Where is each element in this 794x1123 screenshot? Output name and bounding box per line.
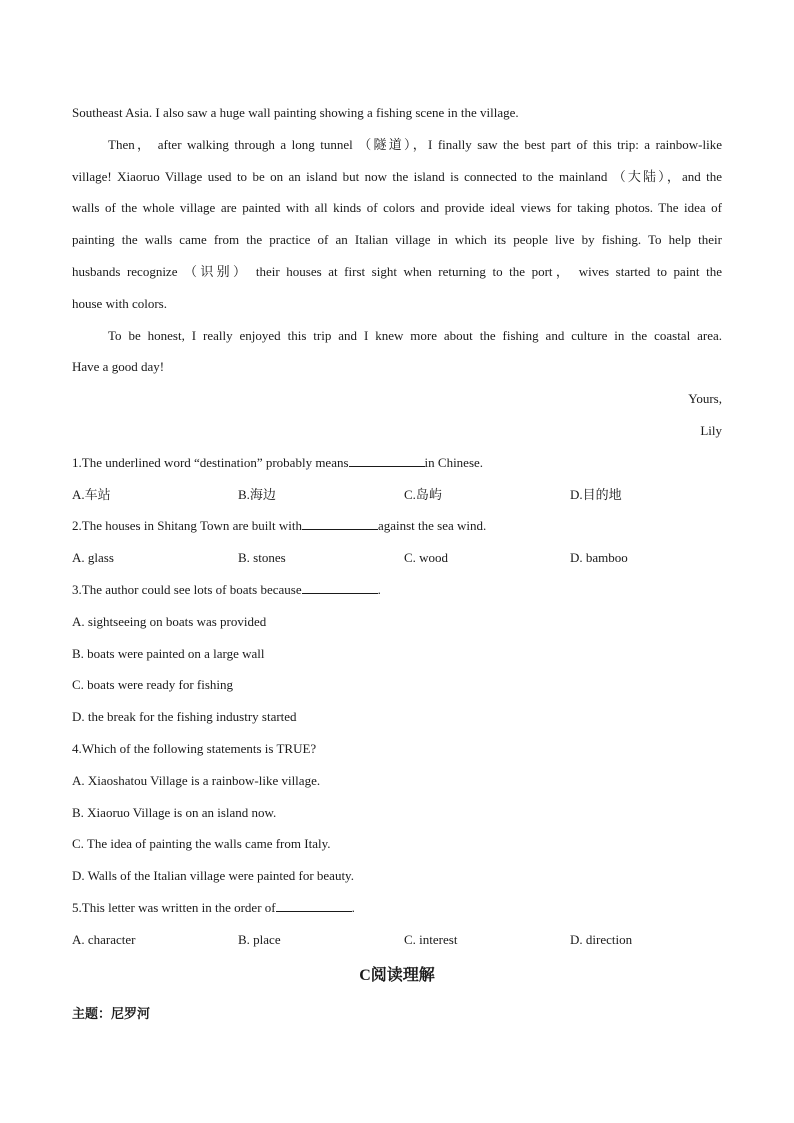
passage-line: painting the walls came from the practice of an Italian village in which its people live by fishing. To help their [72, 232, 722, 247]
answer-blank[interactable] [302, 518, 378, 530]
option-row [72, 550, 722, 566]
question-text: 3.The author could see lots of boats because [72, 582, 302, 597]
answer-blank[interactable] [276, 900, 352, 912]
option-b[interactable]: B. Xiaoruo Village is on an island now. [72, 805, 277, 820]
option-d[interactable]: D. direction [570, 932, 633, 947]
question-text: against the sea wind. [377, 518, 487, 533]
option-b[interactable]: B. place [238, 932, 281, 947]
passage-line: village! Xiaoruo Village used to be on an island but now the island is connected to the mainland （大陆），and the [72, 169, 722, 184]
question-stem [72, 518, 722, 534]
question-text: 5.This letter was written in the order of [72, 900, 276, 915]
option-d[interactable]: D. bamboo [570, 550, 628, 565]
section-heading: C阅读理解 [359, 967, 435, 984]
question-text: 1.The underlined word “destination” probably means [72, 455, 349, 470]
passage-line: house with colors. [72, 296, 167, 311]
option-a[interactable]: A. Xiaoshatou Village is a rainbow-like village. [72, 773, 321, 788]
answer-blank[interactable] [302, 582, 378, 594]
option-b[interactable]: B. boats were painted on a large wall [72, 646, 265, 661]
passage-line: husbands recognize （识别） their houses at first sight when returning to the port， wives started to paint the [72, 264, 722, 279]
question-text: 2.The houses in Shitang Town are built with [72, 518, 302, 533]
option-a[interactable]: A.车站 [72, 487, 111, 502]
question-stem: 4.Which of the following statements is TRUE? [72, 741, 317, 756]
option-c[interactable]: C. boats were ready for fishing [72, 677, 234, 692]
passage-line: walls of the whole village are painted with all kinds of colors and provide ideal views for taking photos. The idea of [72, 200, 722, 215]
option-a[interactable]: A. character [72, 932, 136, 947]
passage-line: Have a good day! [72, 359, 165, 374]
section-topic: 主题：尼罗河 [72, 1006, 151, 1021]
question-stem [72, 900, 722, 916]
option-row [72, 932, 722, 948]
passage-line: Southeast Asia. I also saw a huge wall painting showing a fishing scene in the village. [72, 105, 519, 120]
option-d[interactable]: D. the break for the fishing industry started [72, 709, 297, 724]
option-c[interactable]: C. The idea of painting the walls came from Italy. [72, 836, 331, 851]
option-a[interactable]: A. glass [72, 550, 114, 565]
question-text: . [351, 900, 355, 915]
option-d[interactable]: D.目的地 [570, 487, 622, 502]
answer-blank[interactable] [349, 455, 425, 467]
option-row [72, 487, 722, 503]
option-c[interactable]: C. wood [404, 550, 449, 565]
option-b[interactable]: B. stones [238, 550, 286, 565]
question-stem [72, 455, 722, 471]
option-c[interactable]: C.岛屿 [404, 487, 442, 502]
question-text: . [377, 582, 381, 597]
letter-closing: Yours, [688, 391, 722, 406]
option-a[interactable]: A. sightseeing on boats was provided [72, 614, 267, 629]
question-stem [72, 582, 722, 598]
option-d[interactable]: D. Walls of the Italian village were painted for beauty. [72, 868, 354, 883]
passage-line: To be honest, I really enjoyed this trip and I knew more about the fishing and culture in the coastal area. [108, 328, 722, 343]
option-c[interactable]: C. interest [404, 932, 458, 947]
passage-line: Then， after walking through a long tunnel （隧道），I finally saw the best part of this trip: a rainbow-like [108, 137, 722, 152]
option-b[interactable]: B.海边 [238, 487, 276, 502]
letter-signature: Lily [700, 423, 722, 438]
question-text: in Chinese. [424, 455, 484, 470]
